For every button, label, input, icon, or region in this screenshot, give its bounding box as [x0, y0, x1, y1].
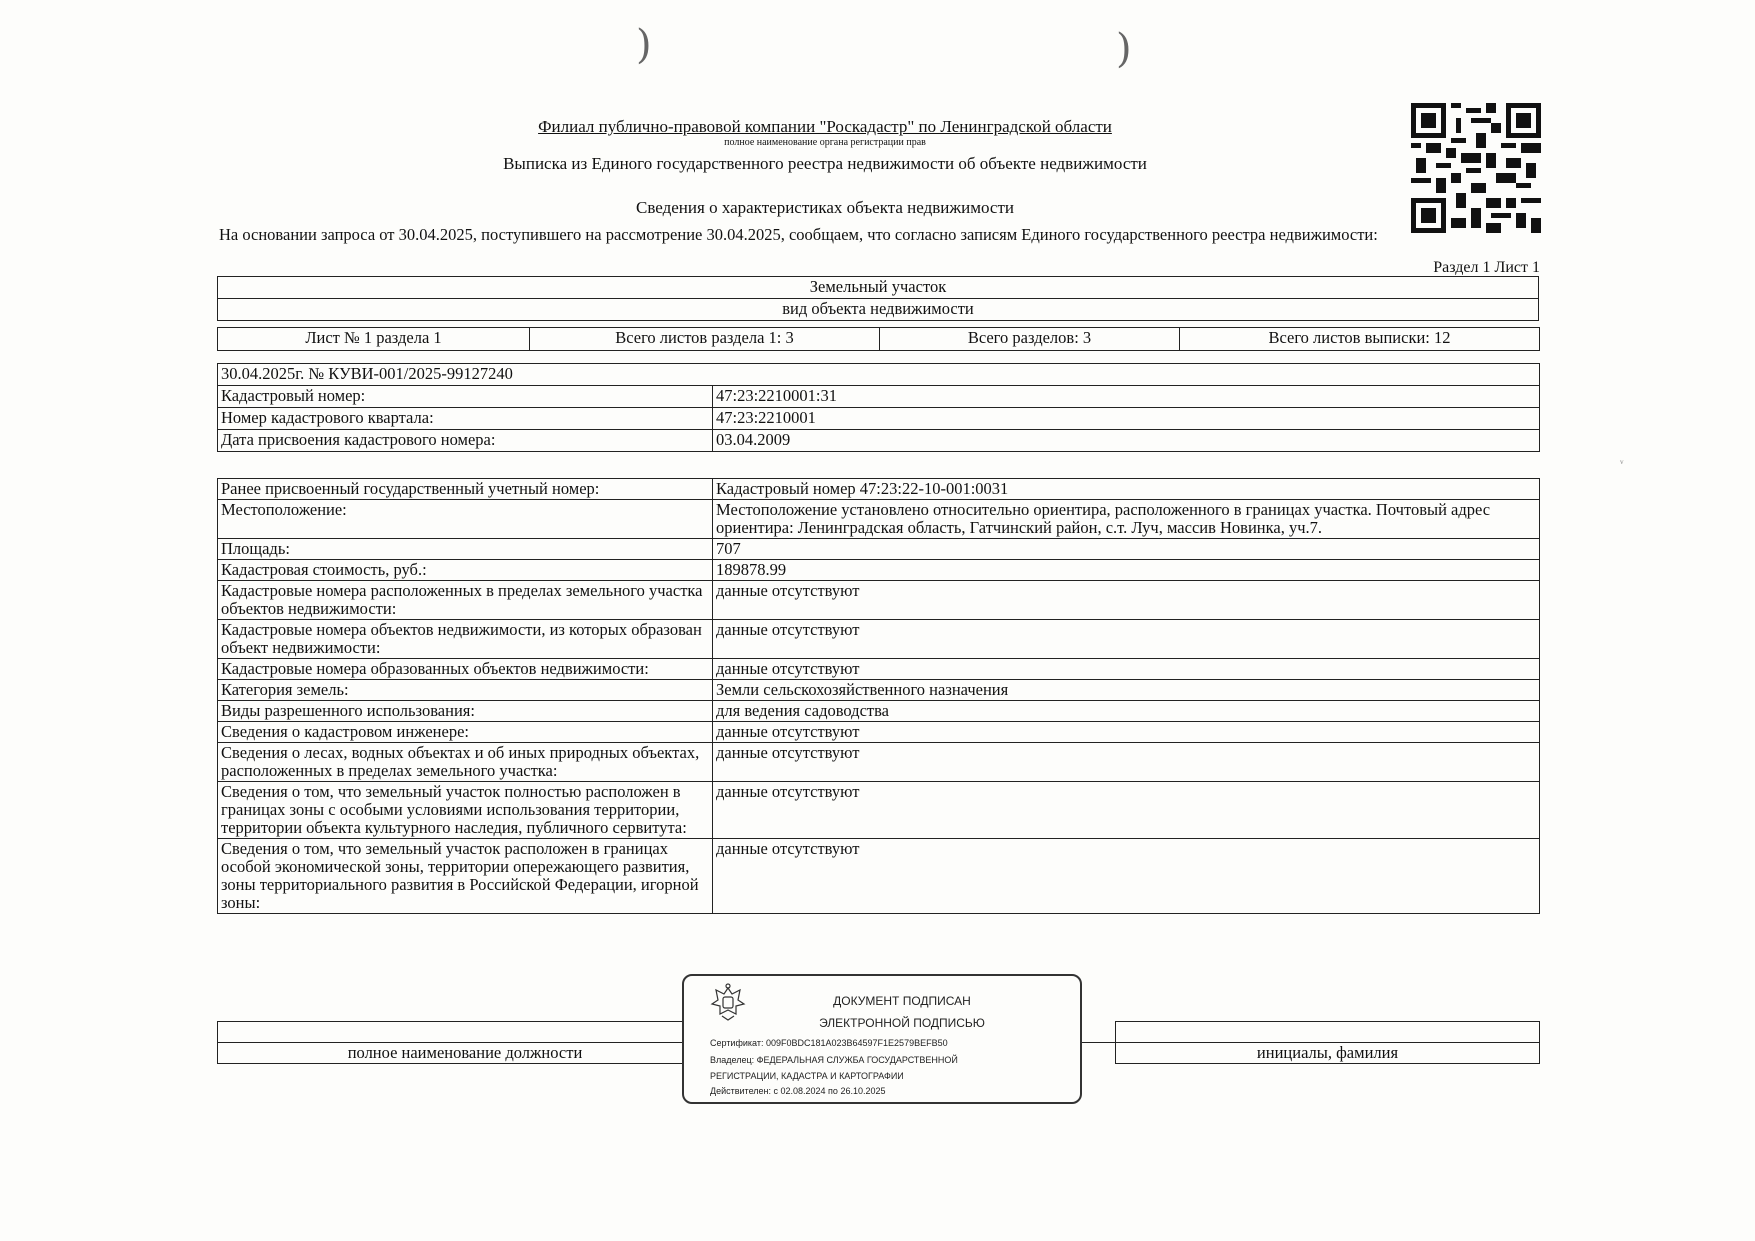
scan-mark: ): [1116, 26, 1132, 72]
sheet-number: Лист № 1 раздела 1: [218, 328, 530, 351]
qr-code-icon: [1411, 103, 1541, 233]
row-label: Кадастровые номера образованных объектов недвижимости:: [218, 659, 713, 680]
row-label: Ранее присвоенный государственный учетный номер:: [218, 479, 713, 500]
organization-name: Филиал публично-правовой компании "Роскадастр" по Ленинградской области: [538, 117, 1112, 136]
row-value: Земли сельскохозяйственного назначения: [713, 680, 1540, 701]
row-value: 03.04.2009: [713, 430, 1540, 452]
name-field: [1116, 1022, 1540, 1043]
row-label: Сведения о том, что земельный участок полностью расположен в границах зоны с особыми условиями использования территории, территории объекта культурного наследия, публичного сервитута:: [218, 782, 713, 839]
table-row: [218, 386, 1540, 408]
basis-text: На основании запроса от 30.04.2025, поступившего на рассмотрение 30.04.2025, сообщаем, что согласно записям Единого государственного реестра недвижимости:: [219, 225, 1378, 244]
row-label: Сведения о лесах, водных объектах и об иных природных объектах, расположенных в пределах земельного участка:: [218, 743, 713, 782]
row-value: данные отсутствуют: [713, 581, 1540, 620]
row-label: Кадастровые номера объектов недвижимости, из которых образован объект недвижимости:: [218, 620, 713, 659]
row-value: данные отсутствуют: [713, 659, 1540, 680]
row-value: данные отсутствуют: [713, 743, 1540, 782]
row-value: 707: [713, 539, 1540, 560]
table-row: [218, 722, 1540, 743]
row-label: Кадастровая стоимость, руб.:: [218, 560, 713, 581]
table-row: [218, 430, 1540, 452]
row-value: данные отсутствуют: [713, 839, 1540, 914]
row-label: Виды разрешенного использования:: [218, 701, 713, 722]
table-row: [218, 620, 1540, 659]
row-label: Категория земель:: [218, 680, 713, 701]
document-subtitle: Сведения о характеристиках объекта недвижимости: [636, 198, 1014, 217]
object-type: Земельный участок: [218, 277, 1539, 299]
row-value: 47:23:2210001:31: [713, 386, 1540, 408]
stamp-owner-1: Владелец: ФЕДЕРАЛЬНАЯ СЛУЖБА ГОСУДАРСТВЕННОЙ: [710, 1055, 958, 1065]
object-type-caption: вид объекта недвижимости: [218, 299, 1539, 321]
row-label: Сведения о том, что земельный участок расположен в границах особой экономической зоны, территории опережающего развития, зоны территориального развития в Российской Федерации, игорной зоны:: [218, 839, 713, 914]
sheet-info-table: [217, 327, 1540, 351]
organization-caption: полное наименование органа регистрации прав: [724, 137, 926, 148]
row-label: Кадастровый номер:: [218, 386, 713, 408]
row-label: Номер кадастрового квартала:: [218, 408, 713, 430]
table-row: [218, 782, 1540, 839]
row-value: данные отсутствуют: [713, 722, 1540, 743]
row-value: данные отсутствуют: [713, 782, 1540, 839]
table-row: [218, 659, 1540, 680]
stamp-validity: Действителен: с 02.08.2024 по 26.10.2025: [710, 1086, 886, 1096]
position-caption: полное наименование должности: [218, 1043, 713, 1064]
row-value: 47:23:2210001: [713, 408, 1540, 430]
row-value: 189878.99: [713, 560, 1540, 581]
table-row: [218, 560, 1540, 581]
row-label: Сведения о кадастровом инженере:: [218, 722, 713, 743]
sections-total: Всего разделов: 3: [880, 328, 1180, 351]
object-type-table: [217, 276, 1539, 321]
row-label: Площадь:: [218, 539, 713, 560]
sheets-total: Всего листов выписки: 12: [1180, 328, 1540, 351]
table-row: [218, 581, 1540, 620]
stamp-certificate: Сертификат: 009F0BDC181A023B64597F1E2579BEFB50: [710, 1038, 948, 1048]
position-field: [218, 1022, 713, 1043]
stamp-owner-2: РЕГИСТРАЦИИ, КАДАСТРА И КАРТОГРАФИИ: [710, 1071, 904, 1081]
document-title: Выписка из Единого государственного реестра недвижимости об объекте недвижимости: [503, 154, 1147, 173]
table-row: [218, 701, 1540, 722]
row-value: Местоположение установлено относительно ориентира, расположенного в границах участка. Почтовый адрес ориентира: Ленинградская область, Гатчинский район, с.т. Луч, массив Новинка, уч.7.: [713, 500, 1540, 539]
electronic-signature-stamp: [682, 974, 1082, 1104]
row-value: для ведения садоводства: [713, 701, 1540, 722]
table-row: [218, 500, 1540, 539]
row-value: Кадастровый номер 47:23:22-10-001:0031: [713, 479, 1540, 500]
row-label: Дата присвоения кадастрового номера:: [218, 430, 713, 452]
table-row: [218, 479, 1540, 500]
row-label: Кадастровые номера расположенных в пределах земельного участка объектов недвижимости:: [218, 581, 713, 620]
table-row: [218, 408, 1540, 430]
table-row: [218, 680, 1540, 701]
stamp-line-1: ДОКУМЕНТ ПОДПИСАН: [833, 994, 971, 1008]
table-row: [218, 839, 1540, 914]
row-value: данные отсутствуют: [713, 620, 1540, 659]
stamp-line-2: ЭЛЕКТРОННОЙ ПОДПИСЬЮ: [819, 1016, 985, 1030]
scan-mark: ᵥ: [1620, 452, 1624, 466]
record-date-number: 30.04.2025г. № КУВИ-001/2025-99127240: [218, 364, 1540, 386]
name-caption: инициалы, фамилия: [1116, 1043, 1540, 1064]
record-table: [217, 363, 1540, 452]
scan-mark: ): [636, 22, 652, 68]
section-sheet-label: Раздел 1 Лист 1: [1433, 259, 1540, 276]
details-table: [217, 478, 1540, 914]
row-label: Местоположение:: [218, 500, 713, 539]
sheets-in-section: Всего листов раздела 1: 3: [530, 328, 880, 351]
table-row: [218, 743, 1540, 782]
table-row: [218, 539, 1540, 560]
